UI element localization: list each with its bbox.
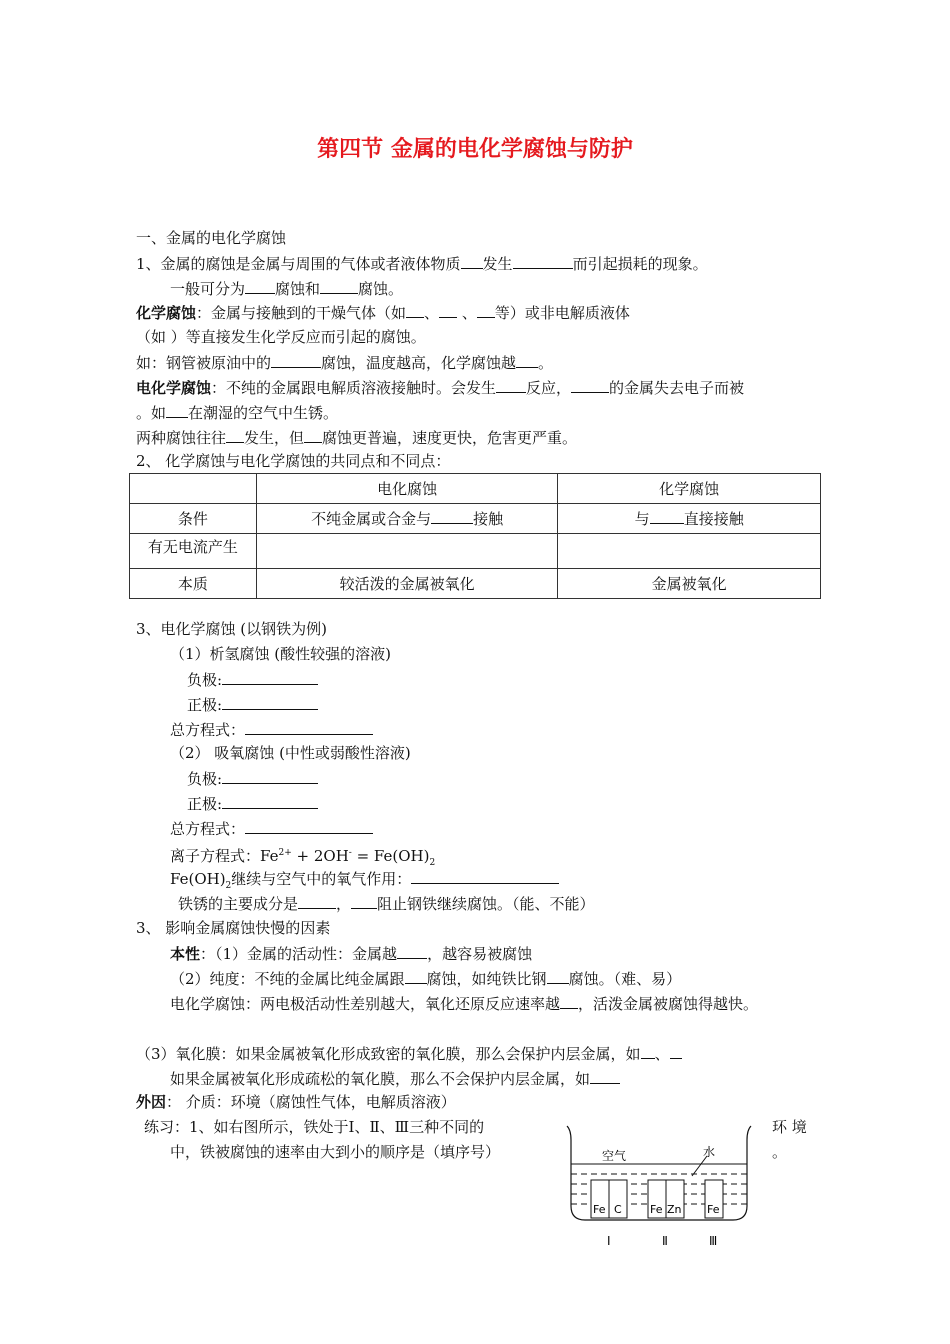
- blank[interactable]: [298, 893, 336, 909]
- line-rust: 铁锈的主要成分是 ， 阻止钢铁继续腐蚀。（能、不能）: [178, 895, 595, 913]
- blank[interactable]: [461, 253, 483, 269]
- table-row: [130, 504, 821, 534]
- water-pointer: [692, 1156, 707, 1176]
- practice-line1-right: 环 境: [772, 1118, 807, 1136]
- row-label-condition: 条件: [130, 504, 257, 534]
- blank[interactable]: [304, 427, 322, 443]
- line-negative-electrode: 负极:: [187, 669, 318, 690]
- table-cell: [130, 474, 257, 504]
- blank[interactable]: [516, 352, 538, 368]
- line-purity: （2）纯度：不纯的金属比纯金属跟 腐蚀，如纯铁比钢 腐蚀。（难、易）: [170, 970, 682, 988]
- blank[interactable]: [226, 427, 244, 443]
- line-positive-electrode: 正极:: [187, 793, 318, 814]
- table-cell[interactable]: [558, 534, 821, 569]
- setup-number-1: Ⅰ: [607, 1234, 611, 1248]
- line-two-types: 两种腐蚀往往 发生，但 腐蚀更普遍，速度更快，危害更严重。: [136, 429, 578, 447]
- blank[interactable]: [670, 1043, 682, 1059]
- blank[interactable]: [166, 402, 188, 418]
- line-total-equation: 总方程式：: [170, 818, 373, 839]
- table-cell: 与 直接接触: [558, 504, 821, 534]
- practice-line2-right: 。: [772, 1143, 788, 1161]
- blank[interactable]: [397, 943, 427, 959]
- section4-heading: 3、 影响金属腐蚀快慢的因素: [136, 919, 331, 937]
- hydrogen-evolution-heading: （1）析氢腐蚀 (酸性较强的溶液): [170, 645, 392, 663]
- line-outer-factor: 外因： 介质：环境（腐蚀性气体，电解质溶液）: [136, 1093, 456, 1111]
- line-electrode-difference: 电化学腐蚀：两电极活动性差别越大，氧化还原反应速率越 ，活泼金属被腐蚀得越快。: [170, 995, 759, 1013]
- setup-number-2: Ⅱ: [662, 1234, 668, 1248]
- blank[interactable]: [222, 793, 318, 809]
- line-comparison-heading: 2、 化学腐蚀与电化学腐蚀的共同点和不同点：: [136, 452, 451, 470]
- blank[interactable]: [431, 508, 473, 524]
- blank[interactable]: [641, 1043, 655, 1059]
- section1-heading: 一、金属的电化学腐蚀: [136, 229, 287, 247]
- electrode-label: C: [614, 1203, 622, 1216]
- section3-heading: 3、电化学腐蚀 (以钢铁为例): [136, 620, 328, 638]
- setup-number-3: Ⅲ: [709, 1234, 718, 1248]
- blank[interactable]: [496, 377, 526, 393]
- row-label-current: 有无电流产生: [130, 534, 257, 569]
- line-inner-factor: 本性：（1）金属的活动性：金属越 ，越容易被腐蚀: [170, 945, 533, 963]
- blank[interactable]: [222, 694, 318, 710]
- blank[interactable]: [439, 302, 457, 318]
- electrode-label: Fe: [650, 1203, 663, 1216]
- blank[interactable]: [245, 719, 373, 735]
- table-cell: 不纯金属或合金与 接触: [256, 504, 558, 534]
- line-electrochemical-corrosion: 电化学腐蚀：不纯的金属跟电解质溶液接触时。会发生 反应， 的金属失去电子而被: [136, 379, 745, 397]
- blank[interactable]: [222, 768, 318, 784]
- practice-line2: 中，铁被腐蚀的速率由大到小的顺序是（填序号）: [170, 1143, 501, 1161]
- table-cell: 较活泼的金属被氧化: [256, 569, 558, 599]
- table-row: [130, 474, 821, 504]
- row-label-essence: 本质: [130, 569, 257, 599]
- line-chemical-corrosion-cont: （如 ）等直接发生化学反应而引起的腐蚀。: [136, 328, 426, 346]
- line-ionic-equation: 离子方程式：$Fe^{2+} + 2OH^- = Fe(OH)_2$: [170, 847, 436, 868]
- blank[interactable]: [590, 1068, 620, 1084]
- electrode-label: Fe: [707, 1203, 720, 1216]
- blank[interactable]: [513, 253, 573, 269]
- blank[interactable]: [245, 818, 373, 834]
- page-title: 第四节 金属的电化学腐蚀与防护: [317, 137, 633, 162]
- line-chemical-corrosion: 化学腐蚀：金属与接触到的干燥气体（如 、 、 等）或非电解质液体: [136, 304, 630, 322]
- table-cell[interactable]: [256, 534, 558, 569]
- electrode-label: Fe: [593, 1203, 606, 1216]
- line-electrochemical-example: 。如 在潮湿的空气中生锈。: [136, 404, 339, 422]
- table-header-chemical: 化学腐蚀: [558, 474, 821, 504]
- line-loose-oxide: 如果金属被氧化形成疏松的氧化膜，那么不会保护内层金属，如: [170, 1068, 620, 1089]
- electrode-label: Zn: [667, 1203, 682, 1216]
- table-row: [130, 534, 821, 569]
- blank[interactable]: [405, 968, 427, 984]
- line-corrosion-types: 一般可分为 腐蚀和 腐蚀。: [170, 280, 404, 298]
- blank[interactable]: [411, 868, 559, 884]
- label-air: 空气: [602, 1149, 627, 1163]
- table-cell: 金属被氧化: [558, 569, 821, 599]
- blank[interactable]: [351, 893, 377, 909]
- label-water: 水: [703, 1145, 716, 1159]
- blank[interactable]: [547, 968, 569, 984]
- blank[interactable]: [320, 278, 358, 294]
- oxygen-absorption-heading: （2） 吸氧腐蚀 (中性或弱酸性溶液): [170, 744, 411, 762]
- blank[interactable]: [571, 377, 609, 393]
- blank[interactable]: [477, 302, 495, 318]
- corrosion-figure: [555, 1118, 765, 1253]
- blank[interactable]: [245, 278, 275, 294]
- blank[interactable]: [560, 993, 578, 1009]
- line-oxide-film: （3）氧化膜：如果金属被氧化形成致密的氧化膜，那么会保护内层金属，如 、: [136, 1043, 682, 1064]
- table-header-electrochemical: 电化腐蚀: [256, 474, 558, 504]
- line-corrosion-definition: 1、金属的腐蚀是金属与周围的气体或者液体物质 发生 而引起损耗的现象。: [136, 255, 708, 273]
- table-row: [130, 569, 821, 599]
- practice-line1: 练习：1、如右图所示，铁处于Ⅰ、Ⅱ、Ⅲ三种不同的: [144, 1118, 485, 1136]
- blank[interactable]: [271, 352, 321, 368]
- blank[interactable]: [222, 669, 318, 685]
- blank[interactable]: [406, 302, 424, 318]
- comparison-table: [129, 473, 821, 599]
- blank[interactable]: [650, 508, 684, 524]
- line-example-pipe: 如：钢管被原油中的 腐蚀，温度越高，化学腐蚀越 。: [136, 354, 554, 372]
- line-negative-electrode: 负极:: [187, 768, 318, 789]
- line-positive-electrode: 正极:: [187, 694, 318, 715]
- line-total-equation: 总方程式：: [170, 719, 373, 740]
- line-feoh2-oxidation: $Fe(OH)_2$继续与空气中的氧气作用：: [170, 868, 559, 896]
